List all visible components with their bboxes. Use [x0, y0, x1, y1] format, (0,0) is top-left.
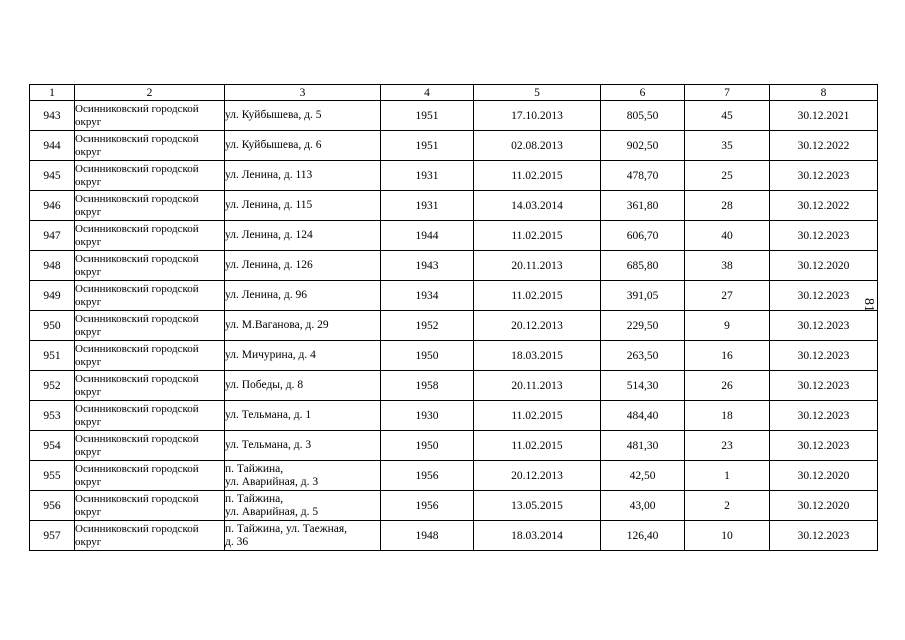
deadline-cell: 30.12.2023 [770, 311, 878, 341]
address-cell [225, 311, 381, 341]
area-cell: 263,50 [601, 341, 685, 371]
count-cell: 35 [685, 131, 770, 161]
address-cell [225, 491, 381, 521]
date-cell: 20.11.2013 [474, 371, 601, 401]
address-cell [225, 101, 381, 131]
district-cell: Осинниковский городской округ [75, 431, 225, 461]
area-cell: 361,80 [601, 191, 685, 221]
year-cell: 1931 [381, 191, 474, 221]
count-cell: 25 [685, 161, 770, 191]
row-number-cell: 956 [30, 491, 75, 521]
area-cell: 478,70 [601, 161, 685, 191]
address-line: ул. Ленина, д. 115 [225, 199, 313, 211]
count-cell: 40 [685, 221, 770, 251]
housing-table [29, 84, 878, 551]
date-cell: 11.02.2015 [474, 401, 601, 431]
table-row [30, 461, 878, 491]
deadline-cell: 30.12.2023 [770, 371, 878, 401]
table-row [30, 371, 878, 401]
date-cell: 02.08.2013 [474, 131, 601, 161]
table-row [30, 161, 878, 191]
address-cell [225, 521, 381, 551]
address-line: п. Тайжина, [225, 462, 284, 475]
date-cell: 20.12.2013 [474, 461, 601, 491]
column-header: 8 [770, 85, 878, 101]
date-cell: 18.03.2014 [474, 521, 601, 551]
count-cell: 2 [685, 491, 770, 521]
address-cell [225, 371, 381, 401]
row-number-cell: 947 [30, 221, 75, 251]
deadline-cell: 30.12.2021 [770, 101, 878, 131]
year-cell: 1944 [381, 221, 474, 251]
district-cell: Осинниковский городской округ [75, 221, 225, 251]
table-row [30, 431, 878, 461]
year-cell: 1930 [381, 401, 474, 431]
deadline-cell: 30.12.2023 [770, 401, 878, 431]
row-number-cell: 957 [30, 521, 75, 551]
deadline-cell: 30.12.2020 [770, 491, 878, 521]
row-number-cell: 948 [30, 251, 75, 281]
address-line: ул. Ленина, д. 96 [225, 289, 307, 301]
deadline-cell: 30.12.2020 [770, 461, 878, 491]
area-cell: 484,40 [601, 401, 685, 431]
row-number-cell: 944 [30, 131, 75, 161]
table-body [30, 101, 878, 551]
date-cell: 11.02.2015 [474, 161, 601, 191]
district-cell: Осинниковский городской округ [75, 461, 225, 491]
count-cell: 45 [685, 101, 770, 131]
address-cell [225, 431, 381, 461]
date-cell: 11.02.2015 [474, 221, 601, 251]
area-cell: 229,50 [601, 311, 685, 341]
table-row [30, 521, 878, 551]
date-cell: 11.02.2015 [474, 281, 601, 311]
district-cell: Осинниковский городской округ [75, 161, 225, 191]
deadline-cell: 30.12.2020 [770, 251, 878, 281]
count-cell: 1 [685, 461, 770, 491]
address-cell [225, 401, 381, 431]
table-row [30, 101, 878, 131]
district-cell: Осинниковский городской округ [75, 371, 225, 401]
column-header: 5 [474, 85, 601, 101]
deadline-cell: 30.12.2023 [770, 521, 878, 551]
table-row [30, 491, 878, 521]
table-row [30, 191, 878, 221]
count-cell: 16 [685, 341, 770, 371]
area-cell: 685,80 [601, 251, 685, 281]
table-row [30, 251, 878, 281]
area-cell: 42,50 [601, 461, 685, 491]
date-cell: 20.11.2013 [474, 251, 601, 281]
address-line: ул. Мичурина, д. 4 [225, 349, 316, 361]
row-number-cell: 943 [30, 101, 75, 131]
address-line: ул. Аварийная, д. 3 [225, 475, 319, 488]
address-line: ул. Победы, д. 8 [225, 379, 304, 391]
column-header: 6 [601, 85, 685, 101]
row-number-cell: 952 [30, 371, 75, 401]
table-row [30, 221, 878, 251]
address-cell [225, 341, 381, 371]
area-cell: 902,50 [601, 131, 685, 161]
area-cell: 514,30 [601, 371, 685, 401]
district-cell: Осинниковский городской округ [75, 401, 225, 431]
column-header: 4 [381, 85, 474, 101]
page-number: 81 [861, 298, 876, 312]
year-cell: 1951 [381, 131, 474, 161]
column-header: 7 [685, 85, 770, 101]
year-cell: 1943 [381, 251, 474, 281]
count-cell: 10 [685, 521, 770, 551]
year-cell: 1950 [381, 341, 474, 371]
address-cell [225, 191, 381, 221]
address-cell [225, 221, 381, 251]
date-cell: 14.03.2014 [474, 191, 601, 221]
district-cell: Осинниковский городской округ [75, 491, 225, 521]
date-cell: 20.12.2013 [474, 311, 601, 341]
table-row [30, 401, 878, 431]
year-cell: 1956 [381, 461, 474, 491]
district-cell: Осинниковский городской округ [75, 281, 225, 311]
address-line: п. Тайжина, [225, 492, 284, 505]
count-cell: 38 [685, 251, 770, 281]
deadline-cell: 30.12.2022 [770, 191, 878, 221]
count-cell: 9 [685, 311, 770, 341]
year-cell: 1958 [381, 371, 474, 401]
table-row [30, 131, 878, 161]
year-cell: 1950 [381, 431, 474, 461]
address-line: ул. Ленина, д. 126 [225, 259, 313, 271]
area-cell: 43,00 [601, 491, 685, 521]
row-number-cell: 954 [30, 431, 75, 461]
date-cell: 13.05.2015 [474, 491, 601, 521]
deadline-cell: 30.12.2023 [770, 431, 878, 461]
year-cell: 1948 [381, 521, 474, 551]
address-line: ул. Куйбышева, д. 6 [225, 139, 322, 151]
district-cell: Осинниковский городской округ [75, 311, 225, 341]
date-cell: 11.02.2015 [474, 431, 601, 461]
district-cell: Осинниковский городской округ [75, 341, 225, 371]
row-number-cell: 953 [30, 401, 75, 431]
date-cell: 18.03.2015 [474, 341, 601, 371]
district-cell: Осинниковский городской округ [75, 521, 225, 551]
date-cell: 17.10.2013 [474, 101, 601, 131]
address-line: ул. Аварийная, д. 5 [225, 505, 319, 518]
deadline-cell: 30.12.2023 [770, 341, 878, 371]
address-cell [225, 131, 381, 161]
area-cell: 391,05 [601, 281, 685, 311]
deadline-cell: 30.12.2023 [770, 221, 878, 251]
year-cell: 1951 [381, 101, 474, 131]
address-cell [225, 251, 381, 281]
row-number-cell: 955 [30, 461, 75, 491]
row-number-cell: 949 [30, 281, 75, 311]
column-header: 2 [75, 85, 225, 101]
row-number-cell: 950 [30, 311, 75, 341]
address-cell [225, 281, 381, 311]
district-cell: Осинниковский городской округ [75, 251, 225, 281]
year-cell: 1952 [381, 311, 474, 341]
deadline-cell: 30.12.2023 [770, 161, 878, 191]
address-line: ул. Ленина, д. 124 [225, 229, 313, 241]
count-cell: 27 [685, 281, 770, 311]
table-row [30, 341, 878, 371]
address-line: ул. Тельмана, д. 3 [225, 439, 312, 451]
deadline-cell: 30.12.2023 [770, 281, 878, 311]
address-line: ул. Куйбышева, д. 5 [225, 109, 322, 121]
row-number-cell: 946 [30, 191, 75, 221]
count-cell: 18 [685, 401, 770, 431]
area-cell: 481,30 [601, 431, 685, 461]
year-cell: 1931 [381, 161, 474, 191]
row-number-cell: 945 [30, 161, 75, 191]
address-line: ул. Ленина, д. 113 [225, 169, 313, 181]
address-cell [225, 161, 381, 191]
year-cell: 1956 [381, 491, 474, 521]
address-line: п. Тайжина, ул. Таежная, [225, 522, 348, 535]
area-cell: 805,50 [601, 101, 685, 131]
address-line: ул. М.Ваганова, д. 29 [225, 319, 329, 331]
count-cell: 23 [685, 431, 770, 461]
district-cell: Осинниковский городской округ [75, 131, 225, 161]
count-cell: 26 [685, 371, 770, 401]
row-number-cell: 951 [30, 341, 75, 371]
header-row [30, 85, 878, 101]
year-cell: 1934 [381, 281, 474, 311]
address-cell [225, 461, 381, 491]
address-line: д. 36 [225, 535, 249, 548]
table-row [30, 311, 878, 341]
column-header: 1 [30, 85, 75, 101]
area-cell: 606,70 [601, 221, 685, 251]
district-cell: Осинниковский городской округ [75, 101, 225, 131]
count-cell: 28 [685, 191, 770, 221]
table-row [30, 281, 878, 311]
column-header: 3 [225, 85, 381, 101]
address-line: ул. Тельмана, д. 1 [225, 409, 312, 421]
district-cell: Осинниковский городской округ [75, 191, 225, 221]
deadline-cell: 30.12.2022 [770, 131, 878, 161]
area-cell: 126,40 [601, 521, 685, 551]
